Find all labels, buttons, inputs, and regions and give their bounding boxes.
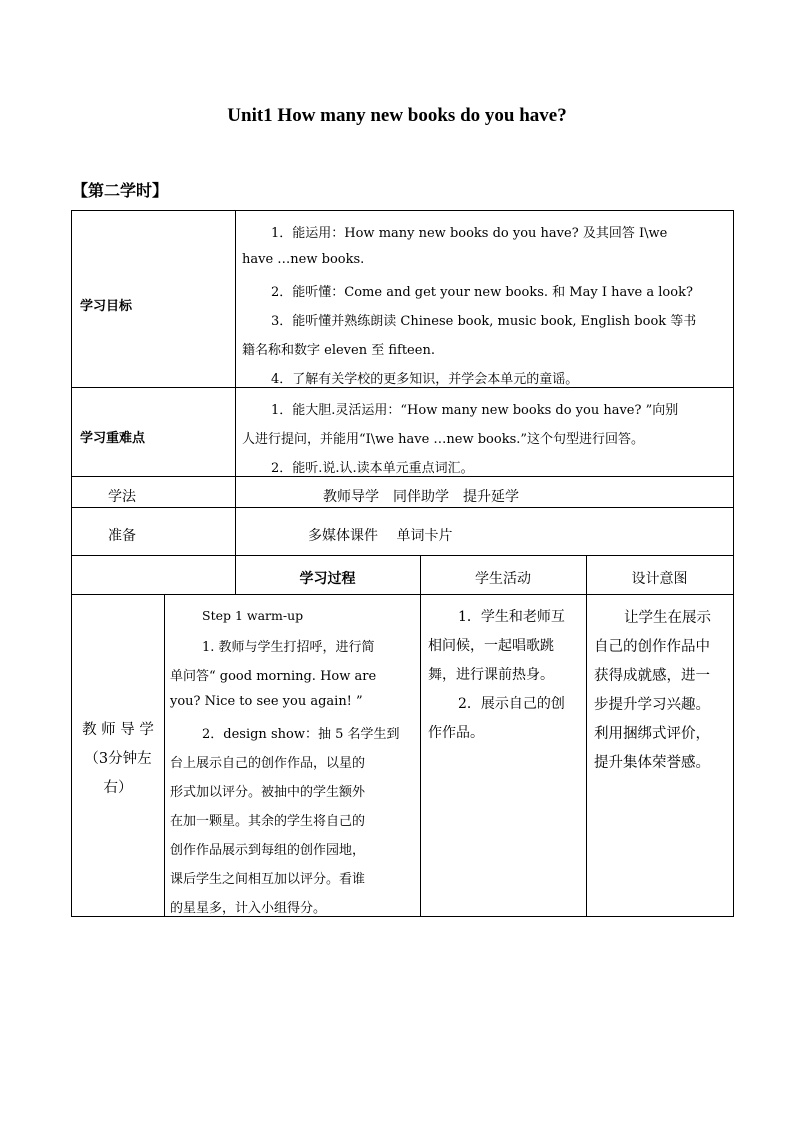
intent-line: 提升集体荣誉感。 — [594, 755, 710, 771]
objectives-line: 1．能运用：How many new books do you have? 及其回答 I\we — [271, 226, 668, 241]
process-line: 创作作品展示到每组的创作园地， — [170, 843, 366, 858]
objectives-line: 籍名称和数字 eleven 至 fifteen. — [242, 343, 435, 358]
page-title: Unit1 How many new books do you have? — [227, 105, 567, 126]
key-points-content — [235, 387, 733, 476]
stage-label — [72, 716, 164, 803]
objectives-content — [235, 211, 733, 387]
process-line: 1. 教师与学生打招呼，进行简 — [202, 640, 375, 655]
header-process: 学习过程 — [299, 571, 356, 587]
process-content — [164, 594, 420, 916]
objectives-label: 学习目标 — [80, 299, 133, 314]
objectives-line: 3．能听懂并熟练朗读 Chinese book, music book, English book 等书 — [271, 314, 697, 329]
process-line: 的星星多，计入小组得分。 — [170, 901, 327, 916]
objectives-line: 4．了解有关学校的更多知识，并学会本单元的童谣。 — [271, 372, 579, 387]
lesson-table — [71, 210, 734, 917]
key-points-line: 人进行提问，并能用“I\we have …new books.”这个句型进行回答。 — [242, 432, 645, 447]
preparation-value: 多媒体课件 单词卡片 — [308, 528, 453, 544]
header-activity: 学生活动 — [475, 571, 531, 587]
key-points-line: 2．能听.说.认.读本单元重点词汇。 — [271, 461, 474, 476]
process-line: Step 1 warm-up — [202, 608, 304, 623]
activity-line: 相问候，一起唱歌跳 — [428, 638, 554, 654]
activity-content — [420, 594, 586, 916]
process-line: 台上展示自己的创作作品，以星的 — [170, 756, 366, 771]
objectives-line: have …new books. — [242, 252, 365, 267]
intent-line: 利用捆绑式评价， — [594, 726, 710, 742]
process-line: 形式加以评分。被抽中的学生额外 — [170, 785, 366, 800]
section-heading: 【第二学时】 — [72, 181, 169, 200]
activity-line: 2．展示自己的创 — [458, 696, 565, 712]
intent-line: 让学生在展示 — [624, 610, 711, 626]
key-points-label: 学习重难点 — [80, 431, 146, 446]
intent-line: 自己的创作作品中 — [594, 639, 710, 655]
method-value: 教师导学 同伴助学 提升延学 — [323, 489, 519, 505]
process-line: 课后学生之间相互加以评分。看谁 — [170, 872, 366, 887]
process-line: 单问答“ good morning. How are — [170, 669, 377, 684]
stage-label-line: 教 师 导 学 — [82, 722, 154, 738]
intent-content — [586, 594, 733, 916]
objectives-line: 2．能听懂：Come and get your new books. 和 May I have a look? — [271, 285, 693, 300]
key-points-line: 1．能大胆.灵活运用：“How many new books do you have? ”向别 — [271, 403, 679, 418]
activity-line: 1．学生和老师互 — [458, 609, 565, 625]
stage-label-line: 右） — [103, 780, 133, 796]
activity-line: 作作品。 — [428, 725, 484, 741]
process-line: 在加一颗星。其余的学生将自己的 — [170, 814, 366, 829]
process-line: 2．design show：抽 5 名学生到 — [202, 727, 400, 742]
process-line: you? Nice to see you again! ” — [170, 694, 363, 709]
preparation-label: 准备 — [108, 528, 136, 544]
intent-line: 获得成就感，进一 — [594, 668, 710, 684]
header-intent: 设计意图 — [631, 571, 688, 587]
intent-line: 步提升学习兴趣。 — [594, 697, 710, 713]
method-label: 学法 — [108, 489, 136, 505]
stage-label-line: （3分钟左 — [84, 751, 152, 767]
activity-line: 舞，进行课前热身。 — [428, 667, 554, 683]
